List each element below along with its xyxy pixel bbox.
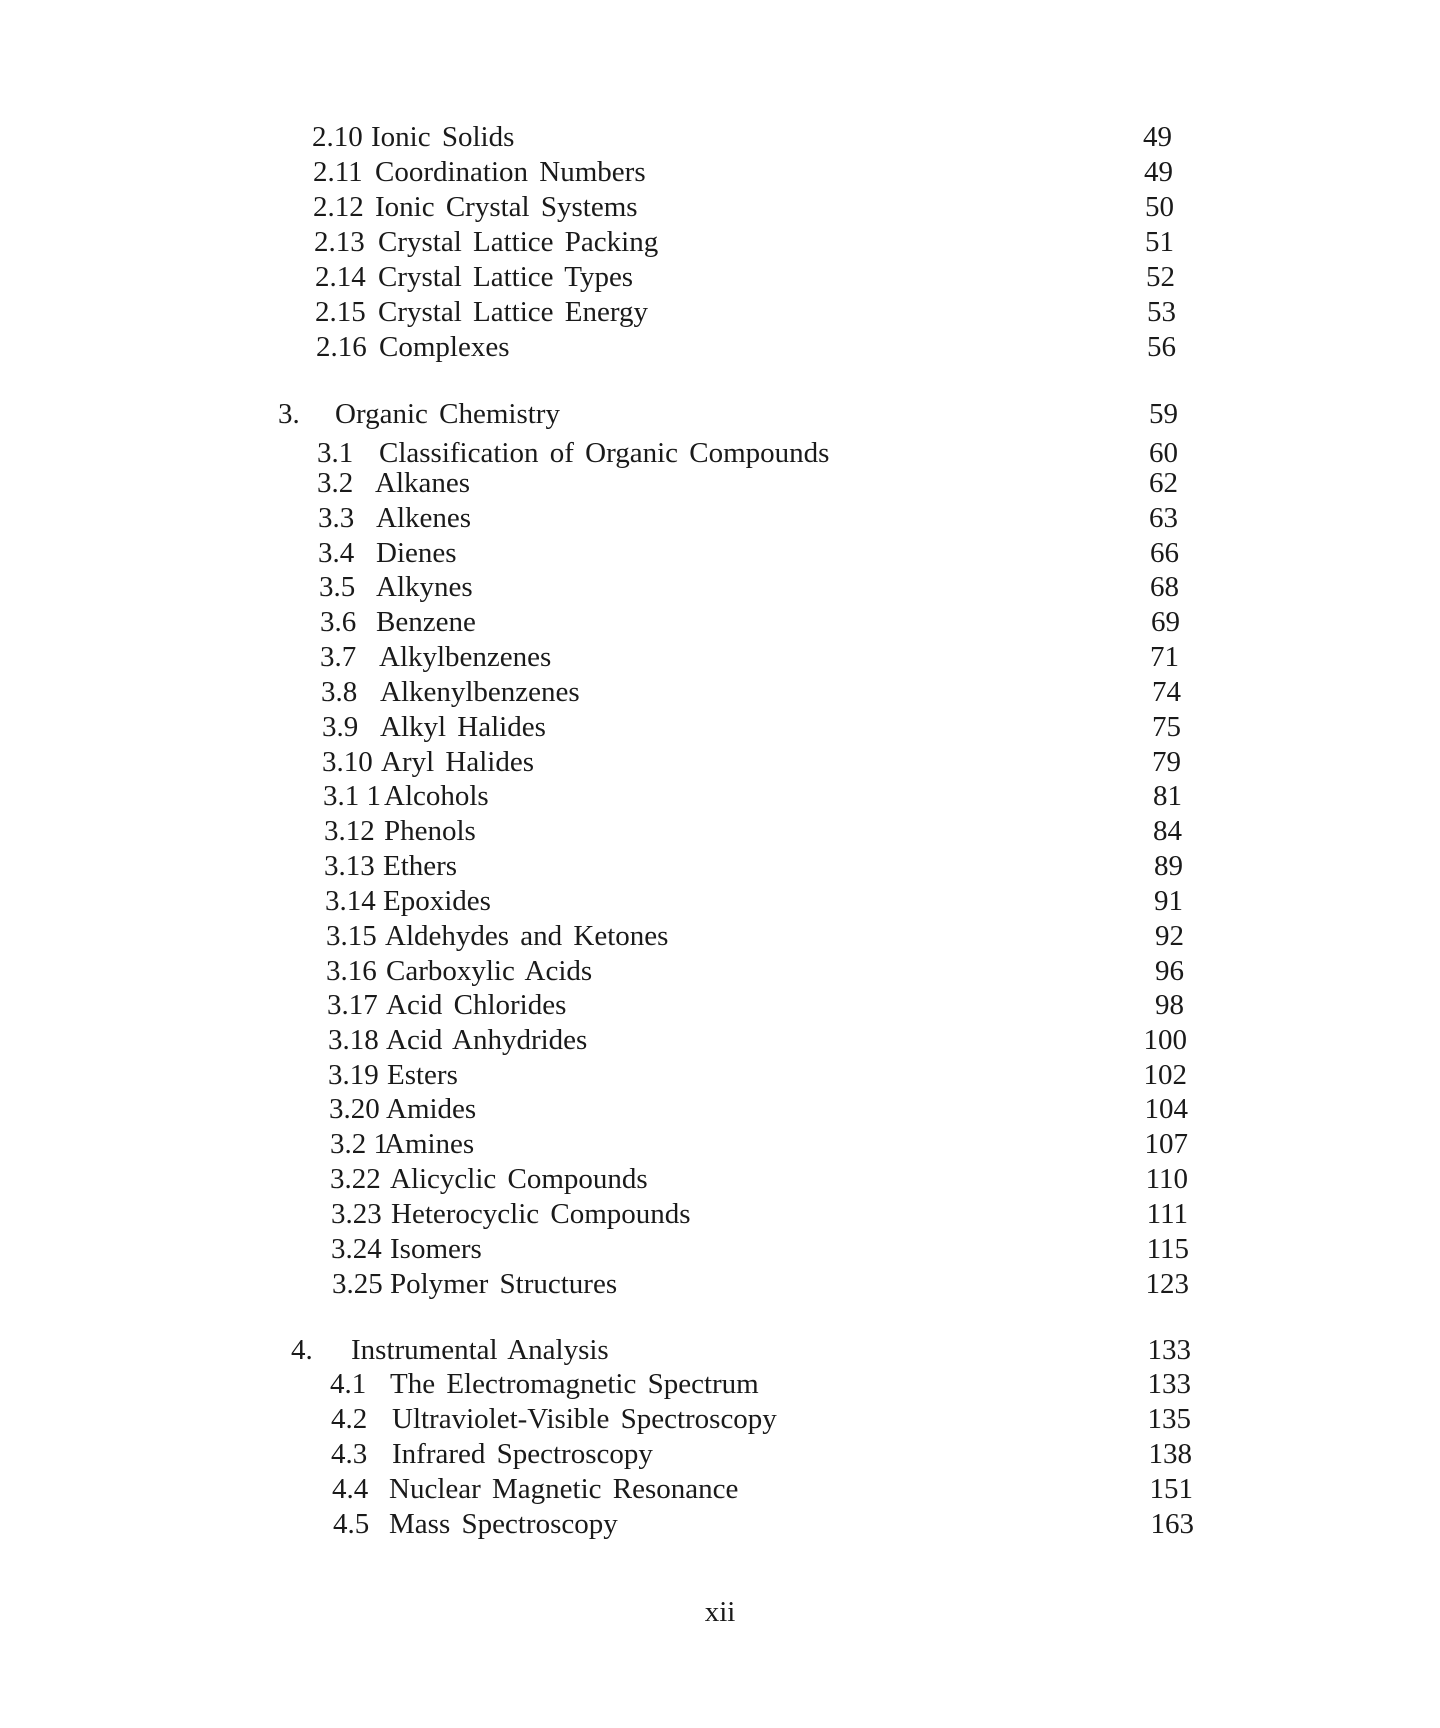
toc-entry-page: 110 (1145, 1163, 1188, 1195)
toc-entry-page: 151 (1149, 1473, 1193, 1505)
toc-section-entry (0, 675, 1440, 709)
toc-section-entry (0, 155, 1440, 189)
toc-entry-number: 3.16 (326, 955, 377, 987)
toc-section-entry (0, 954, 1440, 988)
toc-section-entry (0, 1197, 1440, 1231)
toc-entry-number: 3.25 (332, 1268, 383, 1300)
toc-entry-page: 53 (1147, 296, 1176, 328)
toc-entry-title: Isomers (390, 1233, 482, 1265)
toc-entry-number: 2.13 (314, 226, 365, 258)
toc-entry-page: 135 (1147, 1403, 1191, 1435)
toc-entry-number: 3.6 (320, 606, 357, 638)
toc-section-entry (0, 1367, 1440, 1401)
toc-entry-number: 3.14 (325, 885, 376, 917)
toc-entry-number: 2.15 (315, 296, 366, 328)
toc-entry-title: Phenols (384, 815, 476, 847)
toc-entry-page: 69 (1151, 606, 1180, 638)
toc-chapter-entry (0, 1333, 1440, 1367)
toc-entry-title: Acid Chlorides (386, 989, 567, 1021)
toc-entry-title: Alcohols (384, 780, 489, 812)
toc-entry-number: 2.11 (313, 156, 363, 188)
toc-entry-title: Alkynes (376, 571, 473, 603)
toc-entry-page: 104 (1144, 1093, 1188, 1125)
toc-section-entry (0, 1127, 1440, 1161)
toc-entry-number: 4.1 (330, 1368, 367, 1400)
toc-entry-page: 98 (1155, 989, 1184, 1021)
toc-section-entry (0, 466, 1440, 500)
toc-entry-title: Crystal Lattice Types (378, 261, 634, 293)
toc-section-entry (0, 710, 1440, 744)
toc-entry-title: Carboxylic Acids (386, 955, 593, 987)
toc-entry-title: Benzene (376, 606, 476, 638)
toc-entry-page: 66 (1150, 537, 1179, 569)
toc-entry-page: 75 (1152, 711, 1181, 743)
toc-entry-page: 79 (1152, 746, 1181, 778)
toc-entry-page: 81 (1153, 780, 1182, 812)
toc-entry-title: Crystal Lattice Packing (378, 226, 659, 258)
toc-entry-title: Epoxides (383, 885, 491, 917)
toc-entry-page: 74 (1152, 676, 1181, 708)
toc-entry-title: Dienes (376, 537, 457, 569)
toc-entry-title: Ethers (383, 850, 458, 882)
toc-entry-page: 52 (1146, 261, 1175, 293)
toc-entry-page: 68 (1150, 571, 1179, 603)
toc-section-entry (0, 814, 1440, 848)
toc-entry-title: Alkylbenzenes (379, 641, 552, 673)
toc-entry-title: Infrared Spectroscopy (392, 1438, 653, 1470)
toc-entry-number: 4.4 (332, 1473, 369, 1505)
toc-entry-page: 84 (1153, 815, 1182, 847)
toc-entry-page: 60 (1149, 437, 1178, 469)
toc-entry-title: Acid Anhydrides (386, 1024, 588, 1056)
toc-entry-title: Ionic Solids (371, 121, 515, 153)
toc-section-entry (0, 260, 1440, 294)
toc-section-entry (0, 1058, 1440, 1092)
toc-entry-title: Mass Spectroscopy (389, 1508, 618, 1540)
toc-entry-page: 56 (1147, 331, 1176, 363)
toc-entry-page: 133 (1147, 1368, 1191, 1400)
toc-section-entry (0, 295, 1440, 329)
toc-entry-page: 71 (1150, 641, 1179, 673)
toc-entry-number: 2.16 (316, 331, 367, 363)
toc-entry-title: Organic Chemistry (335, 398, 560, 430)
toc-entry-number: 3.20 (329, 1093, 380, 1125)
toc-entry-number: 3.24 (331, 1233, 382, 1265)
toc-entry-title: Polymer Structures (390, 1268, 618, 1300)
toc-section-entry (0, 779, 1440, 813)
toc-entry-title: Aldehydes and Ketones (385, 920, 669, 952)
toc-section-entry (0, 1162, 1440, 1196)
toc-section-entry (0, 988, 1440, 1022)
toc-entry-title: Ionic Crystal Systems (375, 191, 638, 223)
toc-entry-number: 4.2 (331, 1403, 368, 1435)
toc-entry-page: 138 (1148, 1438, 1192, 1470)
toc-entry-title: Alkenes (376, 502, 472, 534)
toc-entry-page: 51 (1145, 226, 1174, 258)
toc-section-entry (0, 919, 1440, 953)
toc-entry-page: 91 (1154, 885, 1183, 917)
toc-entry-page: 62 (1149, 467, 1178, 499)
toc-entry-page: 111 (1146, 1198, 1188, 1230)
toc-entry-page: 50 (1145, 191, 1174, 223)
toc-entry-number: 4.3 (331, 1438, 368, 1470)
toc-entry-number: 3.1 1 (323, 780, 381, 812)
toc-section-entry (0, 884, 1440, 918)
toc-entry-page: 100 (1143, 1024, 1187, 1056)
toc-entry-page: 89 (1154, 850, 1183, 882)
toc-chapter-entry (0, 397, 1440, 431)
toc-entry-number: 3.2 (317, 467, 354, 499)
toc-entry-page: 96 (1155, 955, 1184, 987)
toc-entry-page: 133 (1147, 1334, 1191, 1366)
toc-section-entry (0, 1507, 1440, 1541)
toc-entry-number: 2.14 (315, 261, 366, 293)
toc-section-entry (0, 1402, 1440, 1436)
toc-entry-number: 3.17 (327, 989, 378, 1021)
toc-section-entry (0, 849, 1440, 883)
toc-entry-number: 3.4 (318, 537, 355, 569)
toc-entry-title: Crystal Lattice Energy (378, 296, 648, 328)
toc-entry-page: 49 (1144, 156, 1173, 188)
toc-section-entry (0, 605, 1440, 639)
toc-entry-title: Alicyclic Compounds (390, 1163, 648, 1195)
toc-entry-number: 3.1 (317, 437, 354, 469)
toc-section-entry (0, 501, 1440, 535)
toc-entry-page: 102 (1143, 1059, 1187, 1091)
toc-entry-title: Amides (386, 1093, 477, 1125)
toc-entry-number: 3.19 (328, 1059, 379, 1091)
toc-entry-number: 3.8 (321, 676, 358, 708)
toc-entry-page: 92 (1155, 920, 1184, 952)
toc-entry-number: 3. (278, 398, 300, 430)
page-number: xii (704, 1596, 736, 1628)
toc-section-entry (0, 640, 1440, 674)
toc-entry-number: 2.12 (313, 191, 364, 223)
toc-entry-title: Heterocyclic Compounds (391, 1198, 691, 1230)
toc-entry-title: Coordination Numbers (375, 156, 646, 188)
toc-entry-number: 2.10 (312, 121, 363, 153)
toc-entry-title: Esters (387, 1059, 458, 1091)
toc-entry-number: 3.3 (318, 502, 355, 534)
toc-entry-title: Aryl Halides (381, 746, 534, 778)
toc-entry-title: Amines (384, 1128, 475, 1160)
toc-section-entry (0, 570, 1440, 604)
toc-entry-page: 123 (1145, 1268, 1189, 1300)
toc-entry-title: Nuclear Magnetic Resonance (389, 1473, 739, 1505)
toc-entry-number: 3.7 (320, 641, 357, 673)
toc-section-entry (0, 1023, 1440, 1057)
toc-entry-number: 3.2 1 (330, 1128, 388, 1160)
toc-entry-number: 4.5 (333, 1508, 370, 1540)
toc-entry-title: Ultraviolet-Visible Spectroscopy (392, 1403, 777, 1435)
toc-entry-number: 3.23 (331, 1198, 382, 1230)
toc-section-entry (0, 536, 1440, 570)
toc-entry-page: 163 (1150, 1508, 1194, 1540)
toc-entry-number: 3.5 (319, 571, 356, 603)
toc-entry-number: 4. (291, 1334, 313, 1366)
toc-entry-page: 63 (1149, 502, 1178, 534)
toc-section-entry (0, 1232, 1440, 1266)
toc-entry-number: 3.12 (324, 815, 375, 847)
toc-section-entry (0, 1267, 1440, 1301)
toc-entry-title: Alkenylbenzenes (380, 676, 580, 708)
toc-entry-title: Alkanes (375, 467, 471, 499)
toc-entry-page: 59 (1149, 398, 1178, 430)
toc-entry-page: 107 (1144, 1128, 1188, 1160)
toc-section-entry (0, 330, 1440, 364)
toc-entry-number: 3.15 (326, 920, 377, 952)
toc-section-entry (0, 1092, 1440, 1126)
toc-entry-number: 3.18 (328, 1024, 379, 1056)
toc-entry-title: Alkyl Halides (380, 711, 546, 743)
toc-entry-title: The Electromagnetic Spectrum (390, 1368, 759, 1400)
toc-section-entry (0, 225, 1440, 259)
toc-entry-number: 3.9 (322, 711, 359, 743)
toc-section-entry (0, 1437, 1440, 1471)
toc-entry-page: 115 (1146, 1233, 1189, 1265)
toc-section-entry (0, 745, 1440, 779)
toc-entry-number: 3.13 (324, 850, 375, 882)
toc-entry-number: 3.10 (322, 746, 373, 778)
toc-section-entry (0, 120, 1440, 154)
toc-section-entry (0, 436, 1440, 470)
toc-entry-page: 49 (1143, 121, 1172, 153)
toc-section-entry (0, 1472, 1440, 1506)
toc-section-entry (0, 190, 1440, 224)
toc-entry-title: Instrumental Analysis (351, 1334, 609, 1366)
toc-entry-number: 3.22 (330, 1163, 381, 1195)
toc-entry-title: Classification of Organic Compounds (379, 437, 830, 469)
toc-entry-title: Complexes (379, 331, 510, 363)
